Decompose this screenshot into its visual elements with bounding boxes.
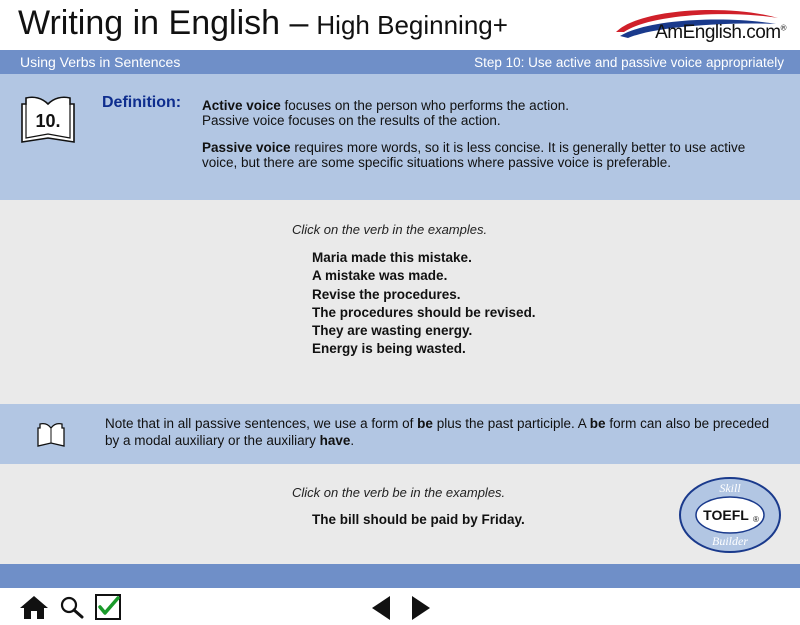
svg-text:®: ® xyxy=(753,515,759,524)
examples-instruction: Click on the verb in the examples. xyxy=(292,222,488,237)
svg-text:TOEFL: TOEFL xyxy=(703,507,749,523)
lesson-title: Using Verbs in Sentences xyxy=(20,54,181,70)
definition-label: Definition: xyxy=(102,94,182,111)
example-sentence[interactable]: Energy is being wasted. xyxy=(312,341,466,357)
definition-text xyxy=(202,98,762,170)
checklist-icon[interactable] xyxy=(94,593,122,621)
be-examples-instruction: Click on the verb be in the examples. xyxy=(292,485,506,500)
course-title-text: Writing in English – xyxy=(18,4,309,42)
course-title xyxy=(18,4,508,43)
arrow-right-icon[interactable] xyxy=(410,595,432,621)
examples-panel xyxy=(0,200,800,404)
note-panel xyxy=(0,404,800,464)
home-icon[interactable] xyxy=(18,594,50,620)
note-text: Note that in all passive sentences, we use a form of be plus the past participle. A be form can also be preceded by a modal auxiliary or the auxiliary have. xyxy=(105,416,770,448)
open-book-icon xyxy=(36,422,66,448)
step-title: Step 10: Use active and passive voice appropriately xyxy=(474,55,784,70)
example-sentence[interactable]: Maria made this mistake. xyxy=(312,250,472,265)
passive-voice-note: Passive voice requires more words, so it is less concise. It is generally better to use active voice, but there are some specific situations where passive voice is preferable. xyxy=(202,140,746,170)
example-list xyxy=(312,249,536,359)
logo-text: AmEnglish.com® xyxy=(655,22,786,43)
definition-panel xyxy=(0,74,800,200)
arrow-left-icon[interactable] xyxy=(370,595,392,621)
example-sentence[interactable]: The procedures should be revised. xyxy=(312,304,536,320)
footer-nav xyxy=(0,588,800,625)
bottom-bar xyxy=(0,564,800,588)
open-book-icon xyxy=(18,94,78,144)
active-voice-line: Active voice focuses on the person who performs the action. xyxy=(202,98,569,113)
passive-voice-line: Passive voice focuses on the results of the action. xyxy=(202,113,501,128)
toefl-skill-builder-badge xyxy=(678,476,782,554)
lesson-bar xyxy=(0,50,800,74)
app-header xyxy=(0,0,800,50)
example-sentence[interactable]: Revise the procedures. xyxy=(312,286,461,302)
search-icon[interactable] xyxy=(59,595,85,619)
example-sentence[interactable]: They are wasting energy. xyxy=(312,323,473,339)
svg-text:Builder: Builder xyxy=(712,534,748,548)
be-examples-panel xyxy=(0,464,800,564)
course-level: High Beginning+ xyxy=(316,10,508,40)
example-sentence[interactable]: The bill should be paid by Friday. xyxy=(312,512,525,527)
example-sentence[interactable]: A mistake was made. xyxy=(312,268,448,284)
svg-text:Skill: Skill xyxy=(719,481,741,495)
step-number: 10. xyxy=(35,111,61,131)
